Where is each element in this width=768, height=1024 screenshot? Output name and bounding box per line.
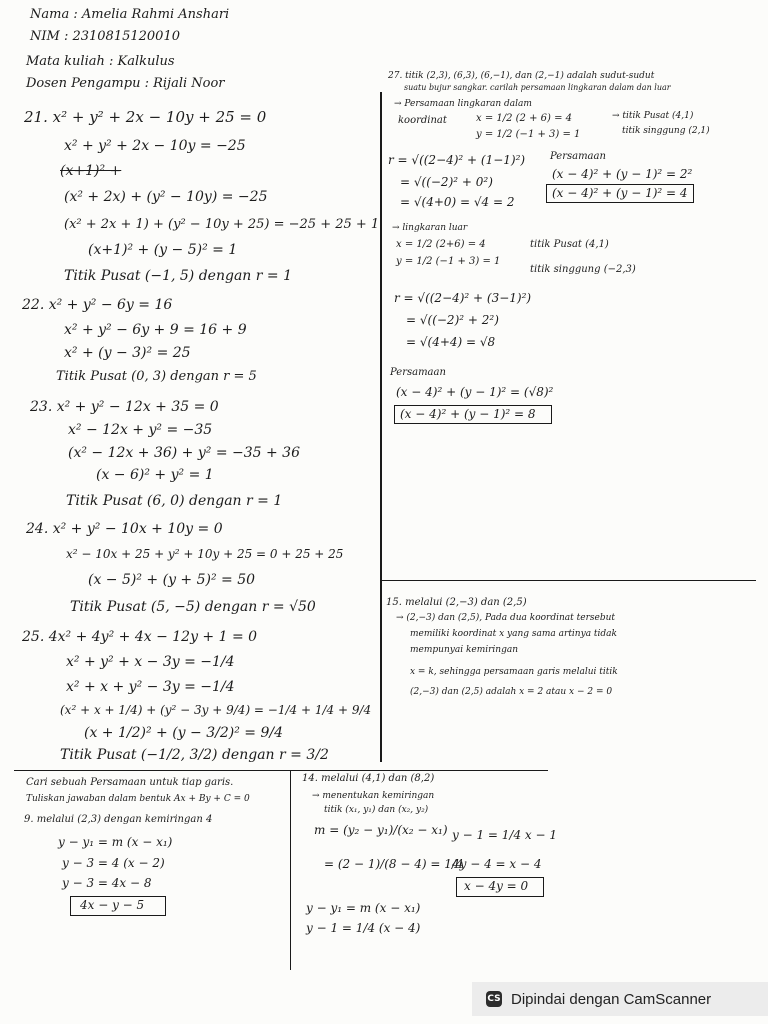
lecturer-name: Dosen Pengampu : Rijali Noor — [26, 76, 225, 91]
p27-line: x = 1/2 (2 + 6) = 4 — [476, 113, 573, 124]
p21-line: (x² + 2x + 1) + (y² − 10y + 25) = −25 + 25 + 1 — [64, 217, 380, 232]
p21-result: Titik Pusat (−1, 5) dengan r = 1 — [64, 268, 292, 284]
student-name: Nama : Amelia Rahmi Anshari — [30, 7, 230, 22]
p14-line: y − 1 = 1/4 (x − 4) — [306, 921, 421, 935]
p25-result: Titik Pusat (−1/2, 3/2) dengan r = 3/2 — [60, 747, 329, 763]
p15-line: x = k, sehingga persamaan garis melalui titik — [410, 667, 618, 677]
p22-line: 22. x² + y² − 6y = 16 — [22, 297, 173, 313]
bottom-column-divider — [290, 770, 291, 970]
p27-line: Persamaan — [390, 367, 446, 378]
camscanner-logo-icon: CS — [486, 991, 502, 1007]
p14-line: 4y − 4 = x − 4 — [452, 857, 542, 871]
p27-line: r = √((2−4)² + (3−1)²) — [394, 291, 532, 305]
p22-line: x² + y² − 6y + 9 = 16 + 9 — [64, 322, 247, 338]
p27-line: = √((−2)² + 2²) — [406, 313, 499, 327]
camscanner-watermark — [472, 982, 768, 1016]
p27-line: → Persamaan lingkaran dalam — [394, 99, 532, 109]
p14-line: m = (y₂ − y₁)/(x₂ − x₁) — [314, 823, 448, 837]
p24-line: (x − 5)² + (y + 5)² = 50 — [88, 572, 256, 588]
p9-line: 9. melalui (2,3) dengan kemiringan 4 — [24, 814, 213, 825]
p23-line: (x² − 12x + 36) + y² = −35 + 36 — [68, 445, 300, 461]
instruction-line: Tuliskan jawaban dalam bentuk Ax + By + C = 0 — [26, 794, 250, 804]
p14-answer: x − 4y = 0 — [464, 879, 529, 893]
p9-line: y − 3 = 4x − 8 — [62, 876, 152, 890]
p25-line: (x + 1/2)² + (y − 3/2)² = 9/4 — [84, 725, 283, 741]
p24-line: 24. x² + y² − 10x + 10y = 0 — [26, 521, 223, 537]
p24-result: Titik Pusat (5, −5) dengan r = √50 — [70, 599, 316, 615]
p15-line: (2,−3) dan (2,5) adalah x = 2 atau x − 2 = 0 — [410, 687, 613, 697]
bottom-divider — [14, 770, 548, 771]
p23-line: 23. x² + y² − 12x + 35 = 0 — [30, 399, 219, 415]
p25-line: (x² + x + 1/4) + (y² − 3y + 9/4) = −1/4 + 1/4 + 9/4 — [60, 703, 372, 717]
p14-line: titik (x₁, y₁) dan (x₂, y₂) — [324, 805, 429, 815]
p27-line: titik Pusat (4,1) — [530, 239, 609, 250]
p25-line: 25. 4x² + 4y² + 4x − 12y + 1 = 0 — [22, 629, 258, 645]
student-nim: NIM : 2310815120010 — [30, 29, 180, 44]
p25-line: x² + y² + x − 3y = −1/4 — [66, 654, 235, 670]
p22-line: x² + (y − 3)² = 25 — [64, 345, 191, 361]
p25-line: x² + x + y² − 3y = −1/4 — [66, 679, 235, 695]
camscanner-text: Dipindai dengan CamScanner — [511, 990, 712, 1008]
p27-line: Persamaan — [550, 151, 606, 162]
p27-boxed-line: (x − 4)² + (y − 1)² = 8 — [400, 407, 536, 421]
p27-boxed-line: (x − 4)² + (y − 1)² = 4 — [552, 186, 688, 200]
p15-line: memiliki koordinat x yang sama artinya tidak — [410, 629, 617, 639]
p15-line: → (2,−3) dan (2,5), Pada dua koordinat tersebut — [396, 613, 616, 623]
p27-line: (x − 4)² + (y − 1)² = (√8)² — [396, 385, 554, 399]
p21-line: (x+1)² + (y − 5)² = 1 — [88, 242, 238, 258]
instruction-line: Cari sebuah Persamaan untuk tiap garis. — [26, 777, 234, 788]
p14-line: → menentukan kemiringan — [312, 791, 435, 801]
p27-line: (x − 4)² + (y − 1)² = 2² — [552, 167, 693, 181]
p23-line: (x − 6)² + y² = 1 — [96, 467, 214, 483]
p21-line: (x² + 2x) + (y² − 10y) = −25 — [64, 189, 268, 205]
p9-line: y − y₁ = m (x − x₁) — [58, 835, 173, 849]
p27-line: titik singgung (2,1) — [622, 126, 710, 136]
p21-crossed-line: (x+1)² + — [60, 163, 122, 179]
p15-line: 15. melalui (2,−3) dan (2,5) — [386, 597, 527, 608]
course-name: Mata kuliah : Kalkulus — [26, 54, 175, 69]
p21-line: x² + y² + 2x − 10y = −25 — [64, 138, 246, 154]
p27-line: x = 1/2 (2+6) = 4 — [396, 239, 486, 250]
p27-line: titik singgung (−2,3) — [530, 264, 636, 275]
p9-answer: 4x − y − 5 — [80, 898, 145, 912]
p23-result: Titik Pusat (6, 0) dengan r = 1 — [66, 493, 283, 509]
p27-line: koordinat — [398, 115, 447, 126]
p27-line: suatu bujur sangkar. carilah persamaan lingkaran dalam dan luar — [404, 83, 671, 92]
p14-line: y − y₁ = m (x − x₁) — [306, 901, 421, 915]
p27-line: = √(4+0) = √4 = 2 — [400, 195, 515, 209]
p23-line: x² − 12x + y² = −35 — [68, 422, 213, 438]
column-divider — [380, 92, 382, 762]
p27-line: r = √((2−4)² + (1−1)²) — [388, 153, 526, 167]
p24-line: x² − 10x + 25 + y² + 10y + 25 = 0 + 25 + 25 — [66, 547, 344, 561]
p15-line: mempunyai kemiringan — [410, 645, 519, 655]
p27-line: = √(4+4) = √8 — [406, 335, 496, 349]
p27-line: y = 1/2 (−1 + 3) = 1 — [396, 256, 501, 267]
p21-line: 21. x² + y² + 2x − 10y + 25 = 0 — [24, 108, 267, 126]
p27-line: 27. titik (2,3), (6,3), (6,−1), dan (2,−1) adalah sudut-sudut — [388, 71, 655, 81]
p27-line: y = 1/2 (−1 + 3) = 1 — [476, 129, 581, 140]
p14-line: y − 1 = 1/4 x − 1 — [452, 828, 557, 842]
p9-line: y − 3 = 4 (x − 2) — [62, 856, 165, 870]
section-divider — [380, 580, 756, 581]
p27-line: = √((−2)² + 0²) — [400, 175, 493, 189]
p27-line: → lingkaran luar — [392, 223, 468, 233]
p14-line: = (2 − 1)/(8 − 4) = 1/4 — [324, 857, 464, 871]
p27-line: → titik Pusat (4,1) — [612, 111, 694, 121]
p14-line: 14. melalui (4,1) dan (8,2) — [302, 773, 435, 784]
p22-result: Titik Pusat (0, 3) dengan r = 5 — [56, 369, 257, 384]
